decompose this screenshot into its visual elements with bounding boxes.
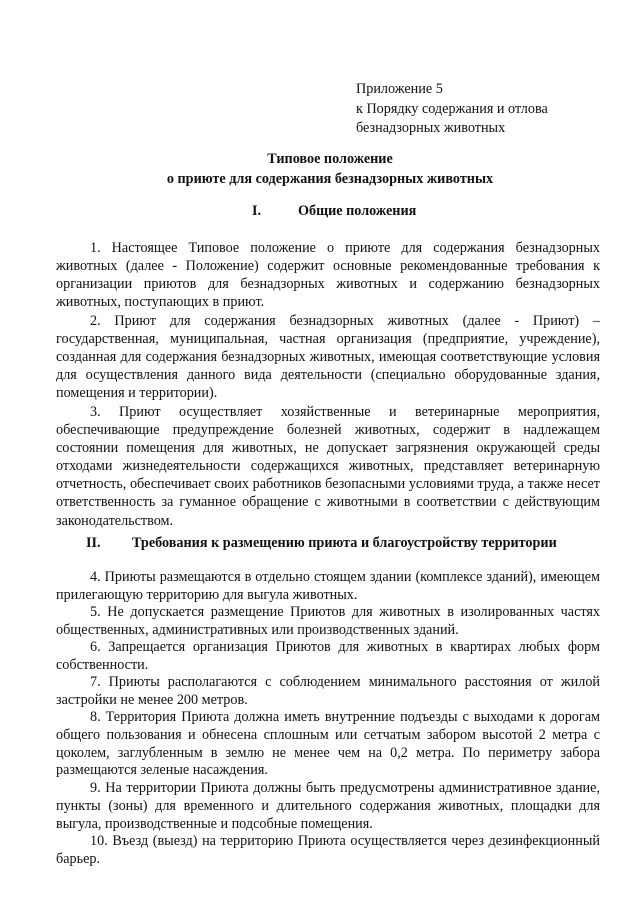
paragraph-2: 2. Приют для содержания безнадзорных животных (далее - Приют) – государственная, муниципальная, частная организация (предприятие, учреждение), созданная для содержания безнадзорных животных, имеющая соответствующие условия для осуществления данного вида деятельности (специально оборудованные здания, помещения и территории). xyxy=(56,313,600,402)
section-2-title: Требования к размещению приюта и благоустройству территории xyxy=(132,535,557,551)
appendix-line-1: Приложение 5 xyxy=(356,81,443,97)
paragraph-3: 3. Приют осуществляет хозяйственные и ветеринарные мероприятия, обеспечивающие предупреждение болезней животных, содержит в надлежащем состоянии помещения для животных, не допускает загрязнения окружающей среды отходами жизнедеятельности содержащихся животных, представляет ветеринарную отчетность, обеспечивает своих работников безопасными условиями труда, а также несет ответственность за гуманное обращение с животными в соответствии с действующим законодательством. xyxy=(56,404,600,529)
paragraph-7: 7. Приюты располагаются с соблюдением минимального расстояния от жилой застройки не менее 200 метров. xyxy=(56,674,600,708)
paragraph-5: 5. Не допускается размещение Приютов для животных в изолированных частях общественных, административных или производственных зданий. xyxy=(56,604,600,638)
section-2-number: II. xyxy=(86,535,101,551)
document-title-line-2: о приюте для содержания безнадзорных животных xyxy=(166,171,494,187)
section-1-heading xyxy=(252,202,416,221)
paragraph-8: 8. Территория Приюта должна иметь внутренние подъезды с выходами к дорогам общего пользования и обнесена сплошным или сетчатым забором высотой 2 метра с цоколем, заглубленным в землю не менее чем на 0,2 метра. По периметру забора размещаются зеленые насаждения. xyxy=(56,709,600,779)
section-1-title: Общие положения xyxy=(298,203,417,219)
paragraph-6: 6. Запрещается организация Приютов для животных в квартирах любых форм собственности. xyxy=(56,639,600,673)
document-title-line-1: Типовое положение xyxy=(267,151,393,167)
paragraph-1: 1. Настоящее Типовое положение о приюте для содержания безнадзорных животных (далее - Положение) содержит основные рекомендованные требования к организации приютов для безнадзорных животных и содержанию безнадзорных животных, поступающих в приют. xyxy=(56,240,600,311)
appendix-line-2: к Порядку содержания и отлова xyxy=(356,100,548,117)
section-2-heading xyxy=(86,534,557,553)
appendix-line-3: безнадзорных животных xyxy=(356,120,506,136)
paragraph-10: 10. Въезд (выезд) на территорию Приюта осуществляется через дезинфекционный барьер. xyxy=(56,833,600,867)
paragraph-4: 4. Приюты размещаются в отдельно стоящем здании (комплексе зданий), имеющем прилегающую территорию для выгула животных. xyxy=(56,569,600,603)
section-1-number: I. xyxy=(252,203,262,219)
paragraph-9: 9. На территории Приюта должны быть предусмотрены административное здание, пункты (зоны) для временного и длительного содержания животных, площадки для выгула, производственные и подсобные помещения. xyxy=(56,780,600,832)
appendix-reference xyxy=(356,80,626,139)
